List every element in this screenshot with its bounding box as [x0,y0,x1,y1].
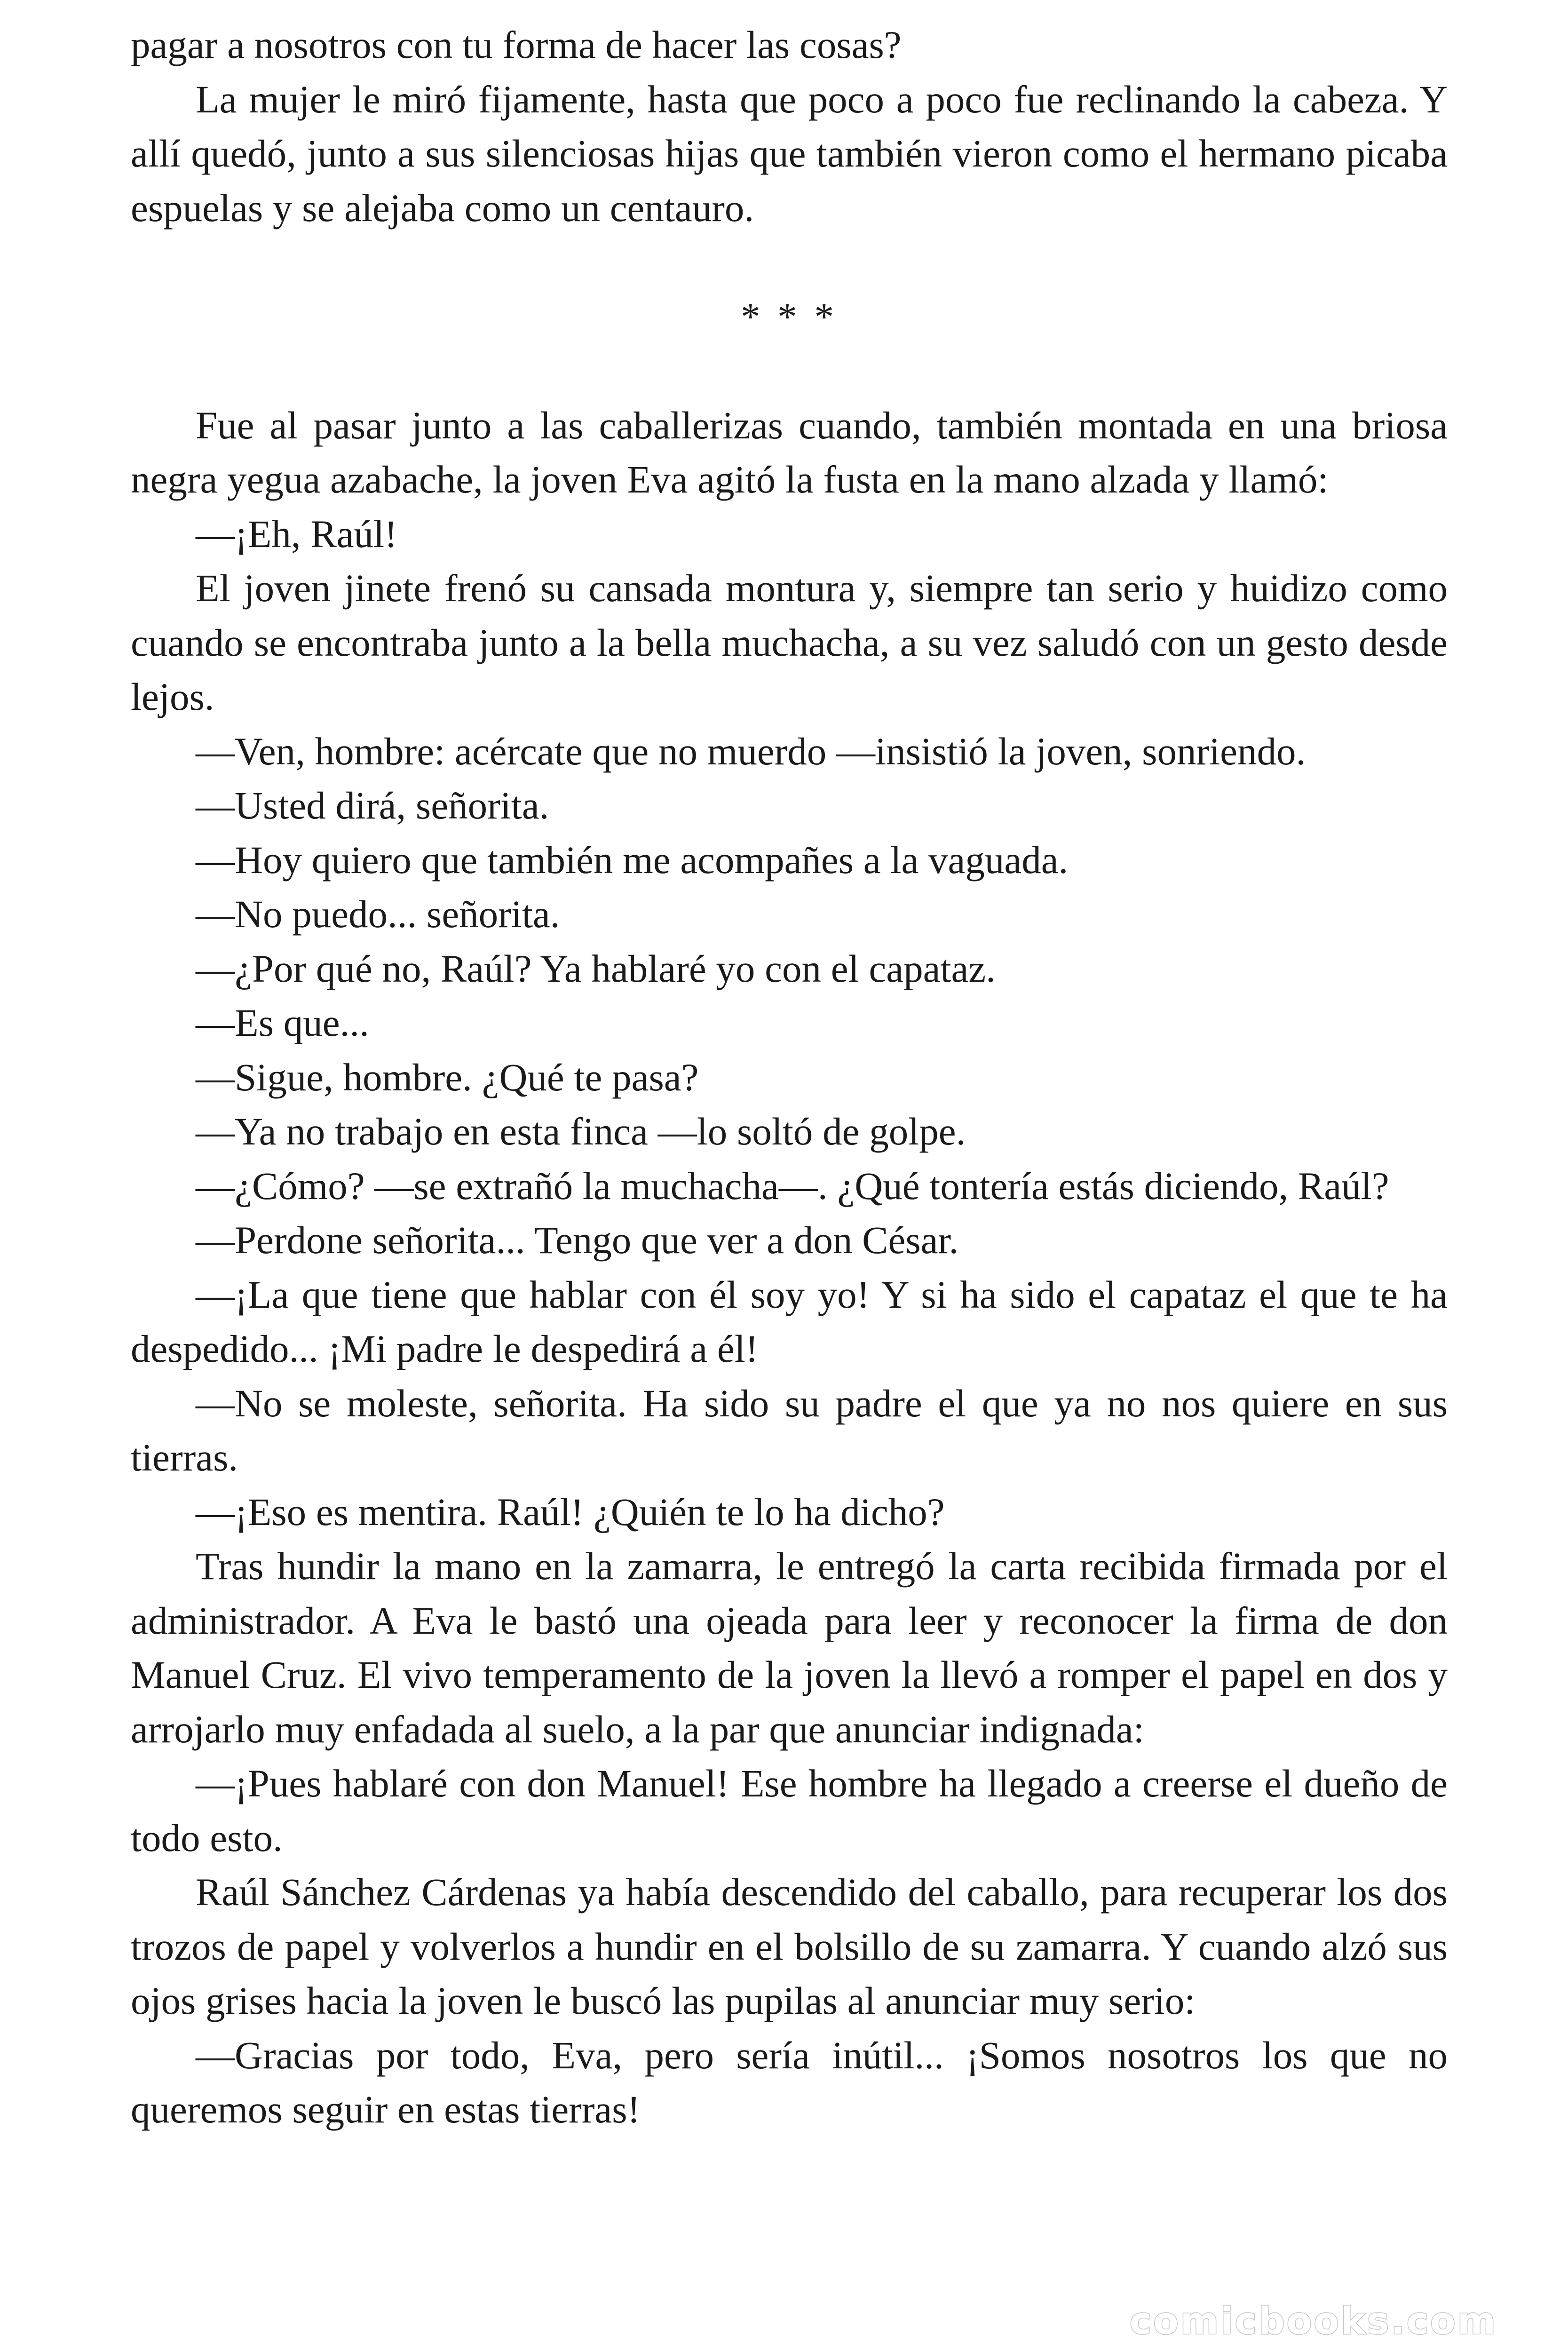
dialogue-line: —¿Por qué no, Raúl? Ya hablaré yo con el capataz. [196,946,996,990]
dialogue-line: —¡Eso es mentira. Raúl! ¿Quién te lo ha dicho? [196,1490,945,1534]
dialogue-line: —Es que... [196,1001,369,1044]
dialogue-line: —Hoy quiero que también me acompañes a la vaguada. [196,838,1069,882]
dialogue-line: —Perdone señorita... Tengo que ver a don César. [196,1218,959,1262]
dialogue-line: —¡La que tiene que hablar con él soy yo! Y si ha sido el capataz el que te ha despedido... ¡Mi padre le despedirá a él! [131,1272,1448,1370]
dialogue-line: —No puedo... señorita. [196,892,560,936]
paragraph: pagar a nosotros con tu forma de hacer las cosas? [131,23,902,66]
dialogue-line: —¿Cómo? —se extrañó la muchacha—. ¿Qué tontería estás diciendo, Raúl? [196,1164,1389,1208]
page-body [131,18,1448,2137]
text-block-after-divider [131,398,1448,2137]
dialogue-line: —Sigue, hombre. ¿Qué te pasa? [196,1055,699,1099]
watermark-logo: comicbooks.com [1129,2300,1497,2343]
dialogue-line: —Usted dirá, señorita. [196,784,549,827]
paragraph: Tras hundir la mano en la zamarra, le entregó la carta recibida firmada por el administrador. A Eva le bastó una ojeada para leer y reconocer la firma de don Manuel Cruz. El vivo temperamento de la joven la llevó a romper el papel en dos y arrojarlo muy enfadada al suelo, a la par que anunciar indignada: [131,1544,1448,1751]
dialogue-line: —Gracias por todo, Eva, pero sería inútil... ¡Somos nosotros los que no queremos seguir en estas tierras! [131,2033,1448,2131]
dialogue-line: —¡Eh, Raúl! [196,512,397,556]
paragraph: Raúl Sánchez Cárdenas ya había descendido del caballo, para recuperar los dos trozos de papel y volverlos a hundir en el bolsillo de su zamarra. Y cuando alzó sus ojos grises hacia la joven le buscó las pupilas al anunciar muy serio: [131,1870,1448,2022]
dialogue-line: —Ven, hombre: acércate que no muerdo —insistió la joven, sonriendo. [196,729,1306,773]
paragraph: La mujer le miró fijamente, hasta que poco a poco fue reclinando la cabeza. Y allí quedó, junto a sus silenciosas hijas que también vieron como el hermano picaba espuelas y se alejaba como un centauro. [131,77,1448,230]
dialogue-line: —Ya no trabajo en esta finca —lo soltó de golpe. [196,1110,966,1153]
text-block-before-divider [131,18,1448,235]
dialogue-line: —¡Pues hablaré con don Manuel! Ese hombre ha llegado a creerse el dueño de todo esto. [131,1762,1448,1859]
paragraph: El joven jinete frenó su cansada montura y, siempre tan serio y huidizo como cuando se encontraba junto a la bella muchacha, a su vez saludó con un gesto desde lejos. [131,566,1448,718]
dialogue-line: —No se moleste, señorita. Ha sido su padre el que ya no nos quiere en sus tierras. [131,1381,1448,1479]
paragraph: Fue al pasar junto a las caballerizas cuando, también montada en una briosa negra yegua azabache, la joven Eva agitó la fusta en la mano alzada y llamó: [131,403,1448,501]
section-divider: * * * [741,294,838,338]
